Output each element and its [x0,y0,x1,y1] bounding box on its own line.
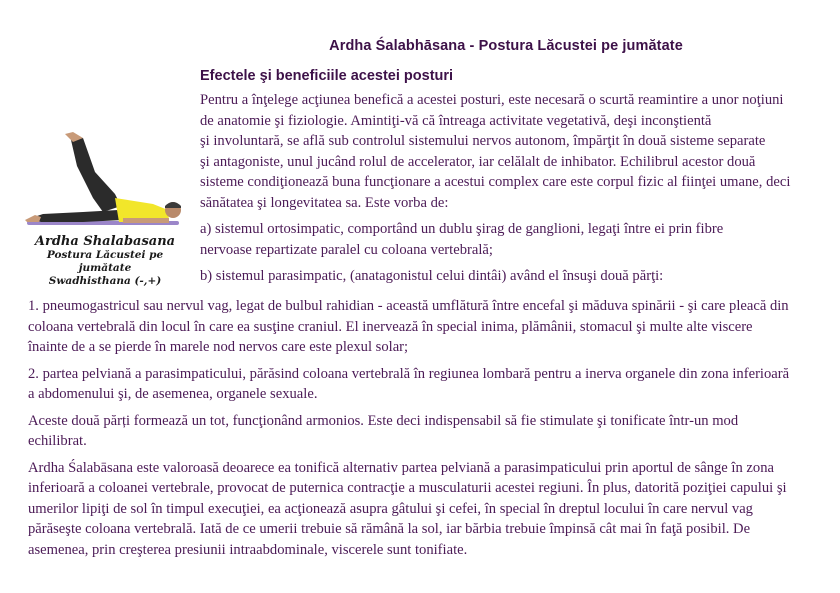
text-line: Ardha Śalabāsana este valoroasă deoarece ea tonifică alternativ partea pelviană a parasimpaticului prin aportul de sânge în zona [28,459,774,476]
text-line: şi antagoniste, unul jucând rolul de accelerator, iar celălalt de inhibator. Echilibrul acestor două [200,153,756,170]
paragraph [28,364,818,405]
yoga-pose-image [23,132,185,229]
text-line: înainte de a se pierde în marele nod nervos care este plexul solar; [28,339,409,355]
text-line: inferioară a coloanei vertebrale, provocat de puternica contracţie a musculaturii acestei regiuni. În plus, datorită poziţiei capului şi [28,480,787,496]
text-line: Pentru a înţelege acţiunea benefică a acestei posturi, este necesară o scurtă reamintire a unor noţiuni [200,92,784,108]
paragraph [200,266,820,287]
text-line: 2. partea pelviană a parasimpaticului, părăsind coloana vertebrală în regiunea lombară pentru a inerva organele din zona inferioară [28,365,790,382]
caption-chakra: Swadhisthana (-,+) [48,275,162,287]
text-line: a) sistemul ortosimpatic, comportând un dublu şirag de ganglioni, legaţi între ei prin fibre [200,221,724,237]
caption-romanian-name: Postura Lăcustei pe jumătate [46,249,164,274]
paragraph [28,411,818,452]
text-line: echilibrat. [28,433,87,449]
paragraph [200,90,820,213]
pose-figure [20,132,190,288]
text-line: coloana vertebrală din locul în care ea susţine craniul. El inervează în special inima, plămânii, stomacul şi multe alte viscere [28,318,753,335]
paragraph [28,458,818,561]
text-line: Aceste două părți formează un tot, funcţionând armonios. Este deci indispensabil să fie stimulate şi tonificate într-un mod [28,412,739,429]
paragraph [28,296,818,358]
body-text [28,296,818,566]
paragraph [200,219,820,260]
text-line: a abdomenului şi, de asemenea, organele sexuale. [28,386,318,402]
text-line: asemenea, prin creşterea presiunii intraabdominale, viscerele sunt tonifiate. [28,541,468,558]
caption-sanskrit-name: Ardha Shalabasana [34,234,176,249]
page-title: Ardha Śalabhāsana - Postura Lăcustei pe jumătate [329,38,683,54]
text-line: sănătatea şi longevitatea sa. Este vorba de: [200,194,449,211]
text-line: de anatomie şi fiziologie. Amintiţi-vă că întreaga activitate vegetativă, deşi inconştientă [200,112,712,129]
section-heading: Efectele şi beneficiile acestei posturi [200,68,454,84]
text-line: părăseşte coloana vertebrală. Iată de ce umerii trebuie să rămână la sol, iar bărbia trebuie împinsă cât mai în faţă posibil. De [28,521,751,537]
text-line: sisteme condiţionează buna funcţionare a acestui complex care este corpul fizic al fiinţei umane, deci [200,174,791,190]
text-line: umerilor lipiţi de sol în timpul execuţiei, ea acţionează asupra gâtului şi cefei, în special în dreptul locului în care nervul vag [28,500,753,517]
text-line: 1. pneumogastricul sau nervul vag, legat de bulbul rahidian - această umflătură între encefal şi măduva spinării - şi care pleacă din [28,298,789,314]
figure-caption [20,234,190,288]
intro-text [200,90,820,293]
text-line: b) sistemul parasimpatic, (anatagonistul celui dintâi) având el însuşi două părţi: [200,268,664,284]
text-line: şi involuntară, se află sub controlul sistemului nervos autonom, împărţit în două sisteme separate [200,133,766,149]
text-line: nervoase repartizate paralel cu coloana vertebrală; [200,241,493,258]
